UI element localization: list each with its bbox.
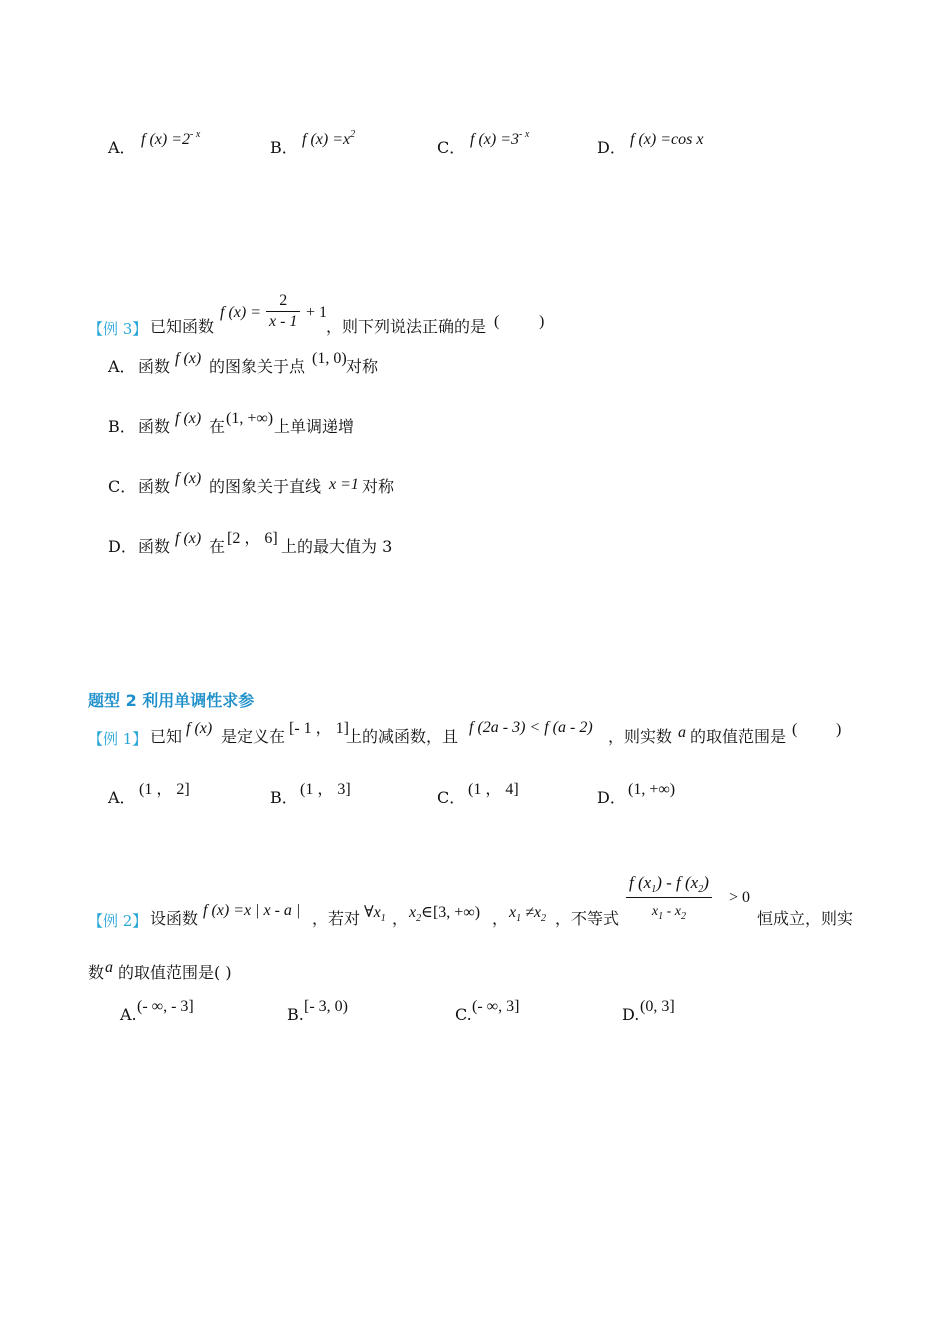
ex1-option-d-letter: D． xyxy=(597,788,626,807)
example-2-line2-b: 的取值范围是( ) xyxy=(118,963,232,982)
ex3-option-a-func: f (x) xyxy=(175,350,202,367)
ex1-option-a-letter: A． xyxy=(108,788,136,807)
example-1-text1: 已知 xyxy=(150,727,183,746)
example-1-var-a: a xyxy=(678,724,686,741)
option-b-letter: B． xyxy=(270,138,298,157)
fraction-denominator: $x_1 - x_2$ xyxy=(626,897,712,922)
example-1-text3: 上的减函数，且 xyxy=(346,727,459,746)
ex3-option-c-text1: 函数 xyxy=(138,477,171,496)
example-3-fraction xyxy=(266,291,300,332)
ex2-option-a-value[interactable]: (- ∞, - 3] xyxy=(137,998,194,1015)
example-1-text2: 是定义在 xyxy=(221,727,286,746)
example-2-text5: ，不等式 xyxy=(555,909,620,928)
ex2-option-c-letter: C. xyxy=(455,1005,472,1024)
example-2-gt-zero: > 0 xyxy=(729,889,751,906)
ex2-option-c-value[interactable]: (- ∞, 3] xyxy=(472,998,520,1015)
ex3-option-b-text2: 在 xyxy=(209,417,226,436)
ex1-option-c-value[interactable]: (1 ， 4] xyxy=(468,781,519,798)
ex3-option-a-point: (1, 0) xyxy=(312,350,347,367)
example-2-x2-range: $x_2\in[3$, +∞) xyxy=(409,904,481,924)
fraction-numerator: f $(x_1)$ - f $(x_2)$ xyxy=(629,873,709,895)
ex3-option-d-func: f (x) xyxy=(175,530,202,547)
example-2-text6: 恒成立，则实 xyxy=(757,909,854,928)
example-2-forall: $\forall x_1$ xyxy=(364,904,386,924)
example-3-tail: ，则下列说法正确的是 xyxy=(326,317,487,336)
fraction-numerator: 2 xyxy=(279,292,288,309)
example-2-fraction xyxy=(626,873,712,922)
ex3-option-b-text3: 上单调递增 xyxy=(274,417,355,436)
option-d-letter: D． xyxy=(597,138,626,157)
example-2-func: f (x) =x | x - a | xyxy=(203,902,301,919)
example-1-text5: 的取值范围是 xyxy=(690,727,787,746)
example-2-neq: $x_1 \ne x_2$ xyxy=(509,904,546,924)
ex3-option-c-text2: 的图象关于直线 xyxy=(209,477,322,496)
example-3-lead: 已知函数 xyxy=(150,317,215,336)
option-c-formula[interactable]: f $(x) =3^{- x}$ xyxy=(470,129,530,148)
ex3-option-d-text2: 在 xyxy=(209,537,226,556)
ex2-option-b-letter: B. xyxy=(287,1005,304,1024)
example-3-label: 【例 3】 xyxy=(88,320,148,338)
ex1-option-b-value[interactable]: (1 ， 3] xyxy=(300,781,351,798)
option-c-letter: C． xyxy=(437,138,466,157)
example-1-inequality: f (2a - 3) < f (a - 2) xyxy=(469,719,593,736)
example-1-paren-open: ( xyxy=(792,721,798,738)
ex3-option-d-text3: 上的最大值为 3 xyxy=(281,537,393,556)
example-2-text4: ， xyxy=(492,909,509,928)
ex3-option-a-text2: 的图象关于点 xyxy=(209,357,306,376)
ex1-option-c-letter: C． xyxy=(437,788,466,807)
option-b-formula[interactable]: f $(x) =x^2$ xyxy=(302,129,356,148)
ex2-option-d-value[interactable]: (0, 3] xyxy=(640,998,675,1015)
option-a-formula[interactable]: f $(x) =2^{- x}$ xyxy=(141,129,201,148)
example-3-paren-open: ( xyxy=(494,313,500,330)
ex1-option-a-value[interactable]: (1 ， 2] xyxy=(139,781,190,798)
ex3-option-d-letter: D． xyxy=(108,537,137,556)
ex3-option-b-func: f (x) xyxy=(175,410,202,427)
example-2-line2-a: 数 xyxy=(88,963,105,982)
ex3-option-c-line: x =1 xyxy=(329,476,359,493)
ex3-option-a-text1: 函数 xyxy=(138,357,171,376)
ex3-option-b-letter: B． xyxy=(108,417,136,436)
ex3-option-d-text1: 函数 xyxy=(138,537,171,556)
example-1-text4: ，则实数 xyxy=(608,727,673,746)
ex2-option-a-letter: A. xyxy=(120,1005,137,1024)
ex3-option-b-interval: (1, +∞) xyxy=(226,410,274,427)
ex3-option-d-interval: [2 ， 6] xyxy=(227,530,278,547)
example-1-func: f (x) xyxy=(186,720,213,737)
ex3-option-b-text1: 函数 xyxy=(138,417,171,436)
fraction-denominator: x - 1 xyxy=(266,311,300,332)
ex3-option-c-func: f (x) xyxy=(175,470,202,487)
example-2-text1: 设函数 xyxy=(150,909,199,928)
option-a-letter: A． xyxy=(108,138,136,157)
ex3-option-c-text3: 对称 xyxy=(362,477,395,496)
ex1-option-d-value[interactable]: (1, +∞) xyxy=(628,781,676,798)
example-2-text2: ，若对 xyxy=(312,909,361,928)
ex3-option-a-letter: A． xyxy=(108,357,136,376)
ex1-option-b-letter: B． xyxy=(270,788,298,807)
example-3-plus-one: + 1 xyxy=(306,304,328,321)
example-3-func: f (x) = xyxy=(220,304,261,321)
option-d-formula[interactable]: f (x) =cos x xyxy=(630,131,704,148)
ex3-option-c-letter: C． xyxy=(108,477,137,496)
example-3-paren-close: ) xyxy=(539,313,545,330)
example-2-label: 【例 2】 xyxy=(88,912,148,930)
ex2-option-b-value[interactable]: [- 3, 0) xyxy=(304,998,348,1015)
example-1-paren-close: ) xyxy=(836,721,842,738)
section-heading: 题型 2 利用单调性求参 xyxy=(88,691,255,710)
ex3-option-a-text3: 对称 xyxy=(346,357,379,376)
example-2-line2-var: a xyxy=(105,959,113,976)
example-1-domain: [- 1 ， 1] xyxy=(289,720,349,737)
example-1-label: 【例 1】 xyxy=(88,730,148,748)
example-2-text3: ， xyxy=(392,909,409,928)
ex2-option-d-letter: D. xyxy=(622,1005,640,1024)
